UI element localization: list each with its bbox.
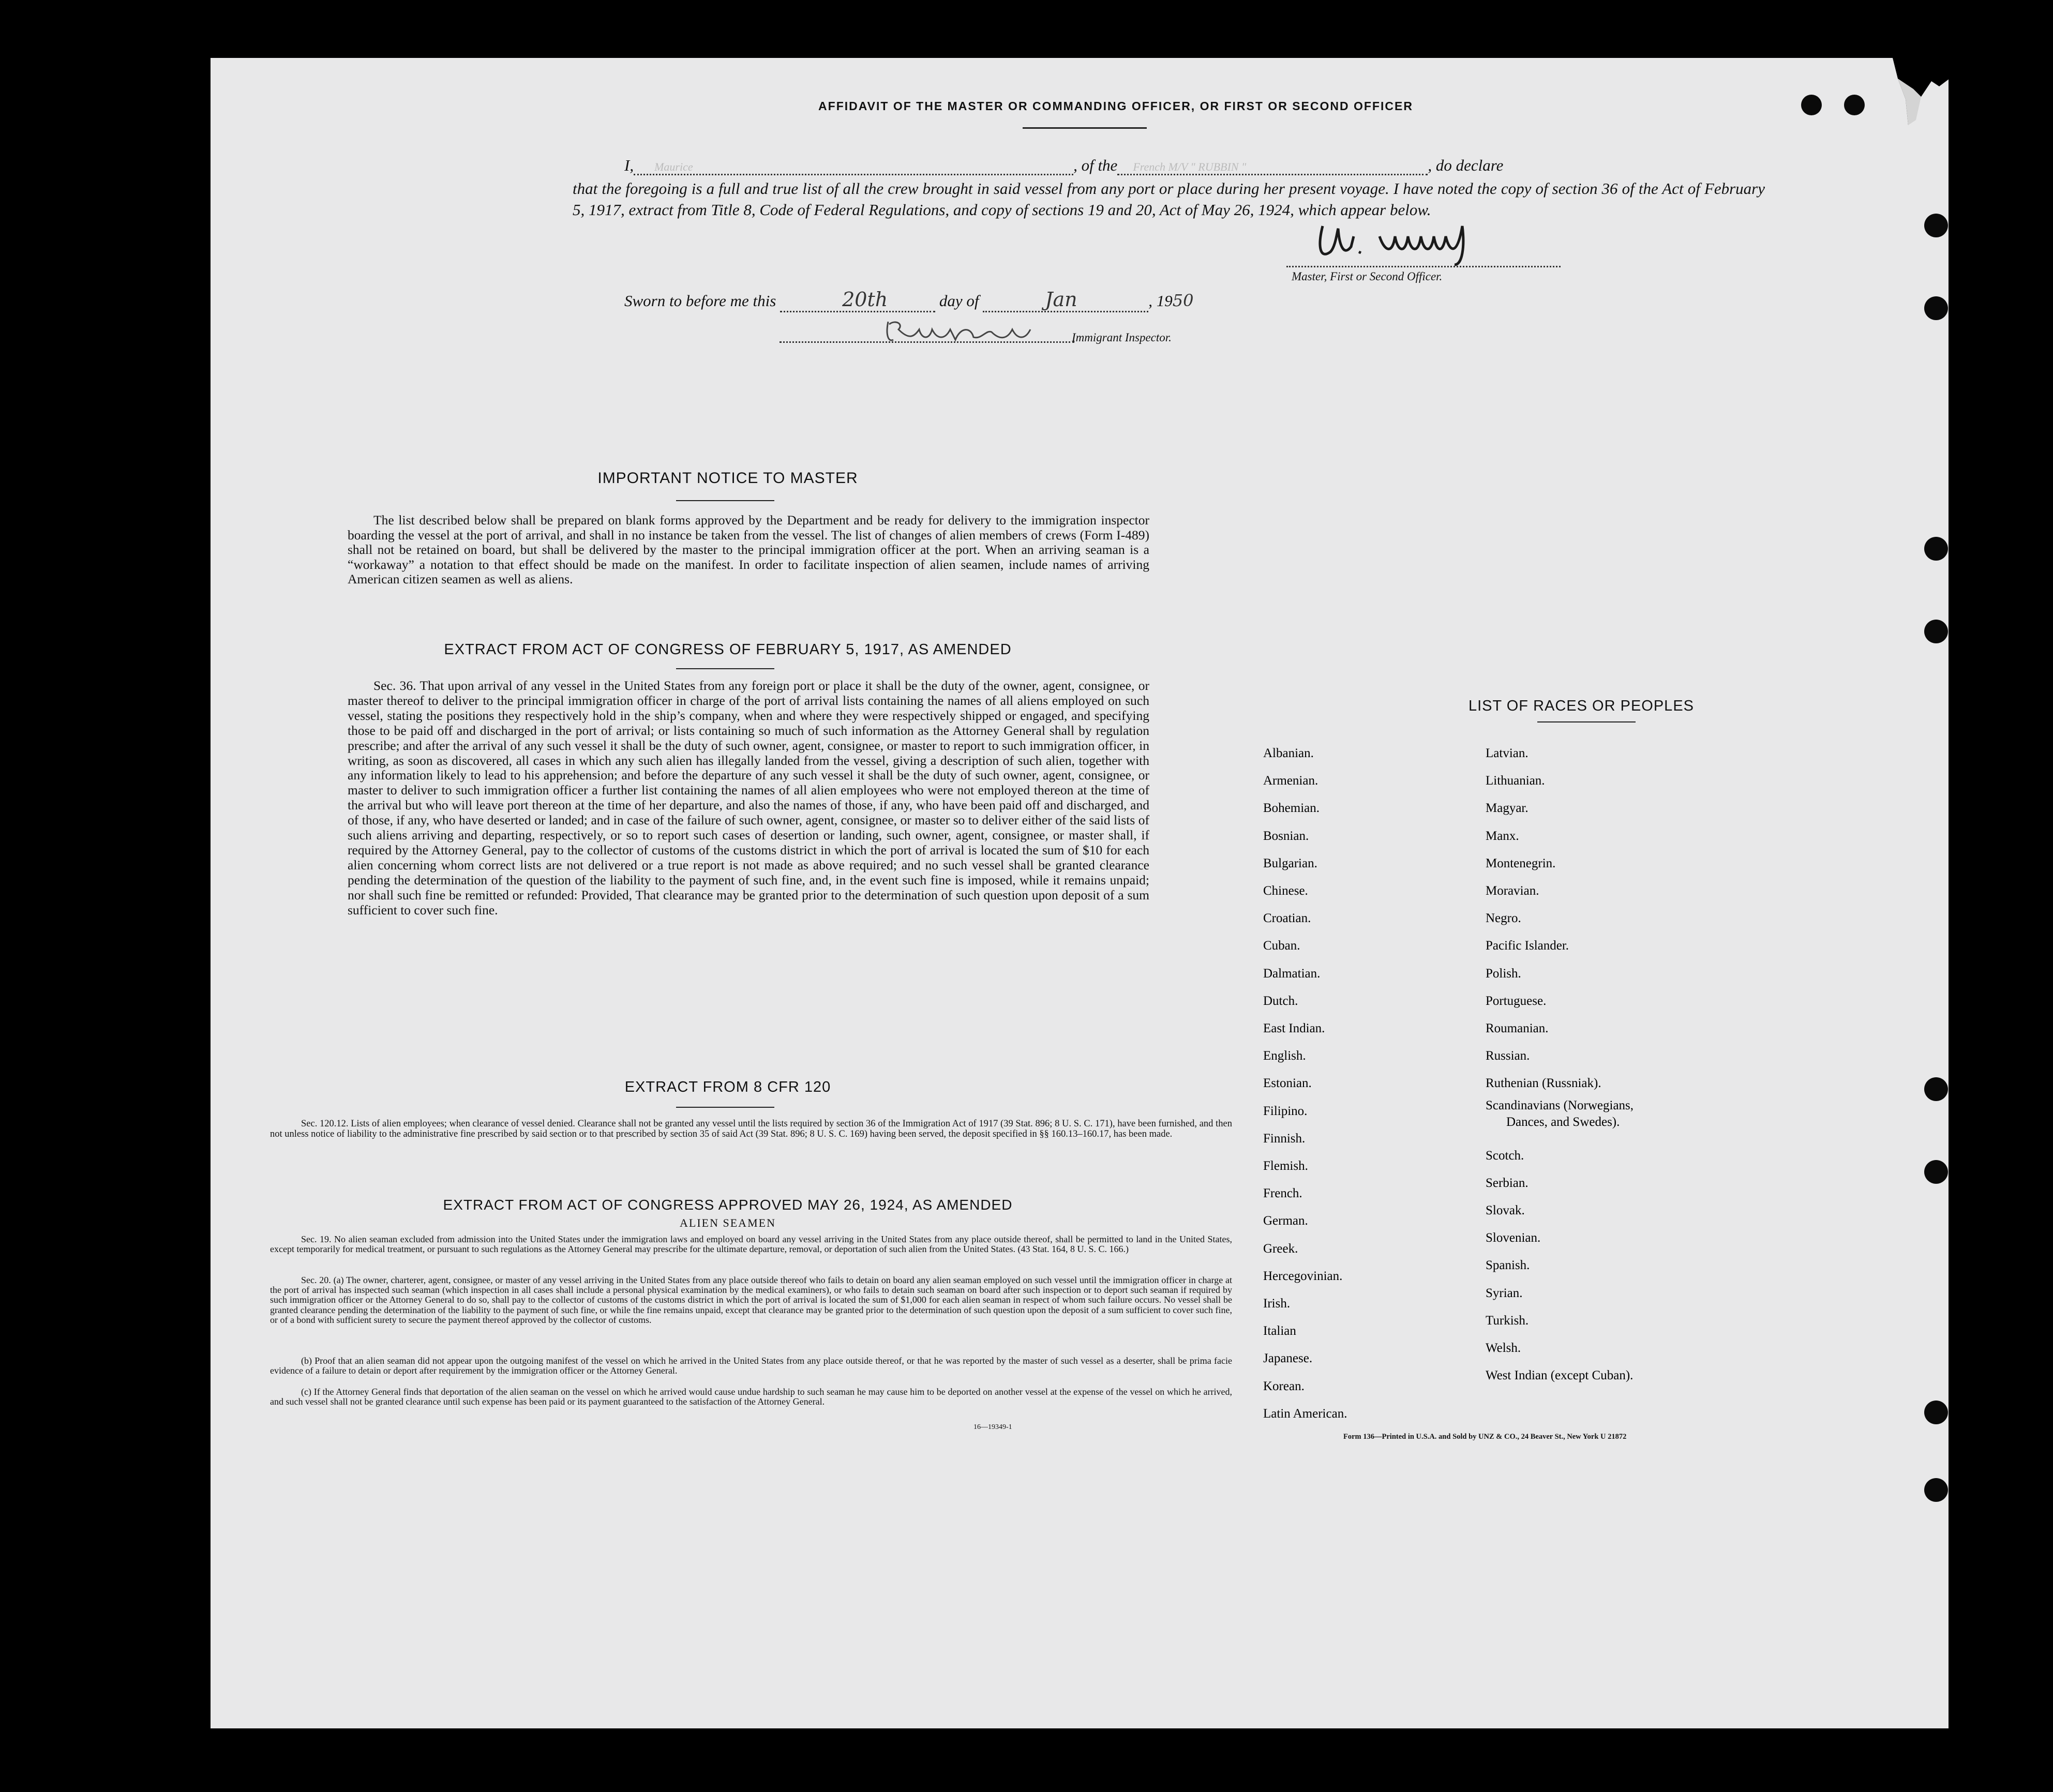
race-item: Filipino.: [1263, 1104, 1308, 1118]
race-item: Italian: [1263, 1324, 1296, 1338]
race-item: Welsh.: [1486, 1341, 1521, 1356]
i-label: I,: [624, 156, 634, 174]
race-item: Scotch.: [1486, 1148, 1524, 1163]
year-prefix: , 19: [1148, 292, 1173, 310]
day-of-label: day of: [939, 292, 979, 310]
sworn-day-field: 20th: [780, 288, 935, 312]
race-item: Negro.: [1486, 911, 1521, 926]
races-title: LIST OF RACES OR PEOPLES: [1468, 698, 1695, 714]
of-the-label: , of the: [1073, 156, 1118, 174]
master-name-field: Maurice: [634, 160, 1073, 175]
race-item: Dances, and Swedes).: [1506, 1115, 1620, 1129]
race-item: Korean.: [1263, 1379, 1305, 1393]
race-item: Bulgarian.: [1263, 856, 1317, 870]
race-item: Bohemian.: [1263, 801, 1320, 816]
race-item: French.: [1263, 1186, 1302, 1201]
sworn-month-field: Jan: [983, 288, 1148, 312]
torn-corner: [1877, 58, 1950, 125]
race-item: Albanian.: [1263, 746, 1314, 760]
master-caption: Master, First or Second Officer.: [1292, 270, 1443, 283]
document-page: [211, 58, 1949, 1728]
race-item: Russian.: [1486, 1049, 1530, 1063]
race-item: Moravian.: [1486, 884, 1539, 898]
race-item: Ruthenian (Russniak).: [1486, 1076, 1601, 1091]
declaration-line: [624, 156, 1762, 175]
affidavit-title: AFFIDAVIT OF THE MASTER OR COMMANDING OFFICER, OR FIRST OR SECOND OFFICER: [818, 99, 1413, 113]
extract-1917-rule: [676, 668, 774, 669]
extract-cfr-rule: [676, 1107, 774, 1108]
master-signature-line: [1286, 266, 1561, 267]
race-item: Latin American.: [1263, 1406, 1347, 1421]
race-item: Syrian.: [1486, 1286, 1523, 1300]
punch-hole: [1924, 1401, 1948, 1424]
race-item: Bosnian.: [1263, 829, 1309, 843]
race-item: Manx.: [1486, 829, 1519, 843]
race-item: Roumanian.: [1486, 1021, 1549, 1036]
race-item: Spanish.: [1486, 1258, 1530, 1273]
races-left-column: [1263, 740, 1347, 1427]
extract-1924-title: EXTRACT FROM ACT OF CONGRESS APPROVED MAY 26, 1924, AS AMENDED: [443, 1197, 1013, 1213]
race-item: Irish.: [1263, 1297, 1291, 1311]
extract-cfr-text: Sec. 120.12. Lists of alien employees; when clearance of vessel denied. Clearance shall not be granted any vessel until the lists required by section 36 of the Immigration Act of 1917 (39 Stat. 896; 8 U. S. C. 171), have been furnished, and then not unless notice of liability to the administrative fine prescribed by said section or to that prescribed by section 35 of said Act (39 Stat. 896; 8 U. S. C. 169) having been served, the deposit specified in §§ 160.13–160.17, has been made.: [270, 1119, 1232, 1139]
race-item: Hercegovinian.: [1263, 1269, 1343, 1283]
extract-1924-sec20a: Sec. 20. (a) The owner, charterer, agent, consignee, or master of any vessel arriving in the United States from any place outside thereof who fails to detain on board any alien seaman employed on such vessel until the immigration officer in charge at the port of arrival has inspected such seaman (which inspection in all cases shall include a personal physical examination by the medical examiners), or who fails to detain such seaman on board after such inspection or to deport such seaman if required by such immigration officer or the Attorney General to do so, shall pay to the collector of customs of the customs district in which the port of arrival is located the sum of $1,000 for each alien seaman in respect of whom such failure occurs. No vessel shall be granted clearance pending the determination of the liability to the payment of such fine, or while the fine remains unpaid, except that clearance may be granted prior to the determination of such question upon the deposit of a sum sufficient to cover such fine, or of a bond with sufficient surety to secure the payment thereof approved by the collector of customs.: [270, 1275, 1232, 1325]
race-item: West Indian (except Cuban).: [1486, 1368, 1634, 1383]
race-item: Montenegrin.: [1486, 856, 1556, 870]
punch-hole: [1924, 620, 1948, 643]
master-signature: [1307, 216, 1566, 265]
race-item: Flemish.: [1263, 1159, 1308, 1173]
do-declare-label: , do declare: [1428, 156, 1504, 174]
race-item: Lithuanian.: [1486, 774, 1545, 788]
sworn-prefix: Sworn to before me this: [624, 292, 776, 310]
extract-1924-sec20c: (c) If the Attorney General finds that deportation of the alien seaman on the vessel on which he arrived would cause undue hardship to such seaman he may cause him to be deported on another vessel at the expense of the vessel on which he arrived, and such vessel shall not be granted clearance until such expense has been paid or its payment guaranteed to the satisfaction of the Attorney General.: [270, 1387, 1232, 1407]
race-item: Pacific Islander.: [1486, 939, 1569, 953]
punch-hole: [1924, 537, 1948, 561]
race-item: Scandinavians (Norwegians,: [1486, 1098, 1634, 1112]
inspector-caption: Immigrant Inspector.: [1072, 331, 1172, 344]
race-item: Turkish.: [1486, 1313, 1529, 1328]
form-footer-note: Form 136—Printed in U.S.A. and Sold by UNZ & CO., 24 Beaver St., New York U 21872: [1343, 1433, 1627, 1441]
race-item: Dalmatian.: [1263, 966, 1321, 981]
race-item: Slovak.: [1486, 1203, 1525, 1218]
punch-hole: [1924, 1160, 1948, 1184]
race-item: Croatian.: [1263, 911, 1311, 926]
race-item: Chinese.: [1263, 884, 1308, 898]
inspector-line: [780, 341, 1074, 343]
race-item: Cuban.: [1263, 939, 1300, 953]
race-item: Dutch.: [1263, 993, 1298, 1008]
notice-title: IMPORTANT NOTICE TO MASTER: [597, 470, 858, 487]
races-right-column: [1486, 740, 1634, 1389]
punch-hole: [1801, 95, 1822, 115]
inspector-scribble: [873, 314, 1090, 350]
punch-hole: [1924, 214, 1948, 237]
extract-1917-text: Sec. 36. That upon arrival of any vessel in the United States from any foreign port or place it shall be the duty of the owner, agent, consignee, or master thereof to deliver to the principal immigration officer in charge of the port of arrival lists containing the names of all aliens employed on such vessel, stating the positions they respectively hold in the ship’s company, when and where they were respectively shipped or engaged, and specifying those to be paid off and discharged in the port of arrival; or lists containing so much of such information as the Attorney General shall by regulation prescribe; and after the arrival of any such vessel it shall be the duty of such owner, agent, consignee, or master to report to such immigration officer, in writing, as soon as discovered, all cases in which any such alien has illegally landed from the vessel, giving a description of such alien, together with any information likely to lead to his apprehension; and before the departure of any such vessel it shall be the duty of such owner, agent, consignee, or master to deliver to such immigration officer a further list containing the names of all alien employees who were not employed thereon at the time of the arrival but who will leave port thereon at the time of her departure, and also the names of those, if any, who have been paid off and discharged, and of those, if any, who have deserted or landed; and in case of the failure of such owner, agent, consignee, or master so to deliver either of the said lists of such aliens arriving and departing, respectively, or so to report such cases of desertion or landing, such owner, agent, consignee, or master shall, if required by the Attorney General, pay to the collector of customs of the customs district in which the port of arrival is located the sum of $10 for each alien concerning whom correct lists are not delivered or a true report is not made as above required; and no such vessel shall be granted clearance pending the determination of the question of the liability to the payment of such fine, and, in the event such fine is imposed, while it remains unpaid; nor shall such fine be remitted or refunded: Provided, That clearance may be granted prior to the determination of such question upon deposit of a sum sufficient to cover such fine.: [348, 678, 1149, 917]
punch-hole: [1924, 1077, 1948, 1101]
race-item: Greek.: [1263, 1241, 1298, 1256]
punch-hole: [1924, 296, 1948, 320]
extract-1924-sec19: Sec. 19. No alien seaman excluded from admission into the United States under the immigration laws and employed on board any vessel arriving in the United States from any place outside thereof, shall be permitted to land in the United States, except temporarily for medical treatment, or pursuant to such regulations as the Attorney General may prescribe for the ultimate departure, removal, or deportation of such alien from the United States. (43 Stat. 164, 8 U. S. C. 166.): [270, 1234, 1232, 1255]
vessel-name-field: French M/V " RUBBIN ": [1117, 160, 1428, 175]
race-item: Portuguese.: [1486, 993, 1547, 1008]
extract-1924-code: 16—19349-1: [973, 1423, 1012, 1431]
punch-hole: [1844, 95, 1865, 115]
race-item: Armenian.: [1263, 774, 1318, 788]
signature-scribble: [1307, 216, 1535, 267]
race-item: Polish.: [1486, 966, 1521, 981]
race-item: Magyar.: [1486, 801, 1528, 816]
race-item: German.: [1263, 1214, 1308, 1228]
notice-text: The list described below shall be prepared on blank forms approved by the Department and be ready for delivery to the immigration inspector boarding the vessel at the port of arrival, and shall in no instance be taken from the vessel. The list of changes of alien members of crews (Form I-489) shall not be retained on board, but shall be delivered by the master to the principal immigration officer at the port. When an arriving seaman is a “workaway” a notation to that effect should be made on the manifest. In order to facilitate inspection of alien seamen, include names of arriving American citizen seamen as well as aliens.: [348, 513, 1149, 586]
race-item: Latvian.: [1486, 746, 1528, 760]
race-item: East Indian.: [1263, 1021, 1325, 1036]
race-item: English.: [1263, 1049, 1306, 1063]
extract-1924-subtitle: ALIEN SEAMEN: [680, 1216, 776, 1229]
declaration-text: that the foregoing is a full and true list of all the crew brought in said vessel from any port or place during her present voyage. I have noted the copy of section 36 of the Act of February 5, 1917, extract from Title 8, Code of Federal Regulations, and copy of sections 19 and 20, Act of May 26, 1924, which appear below.: [573, 179, 1765, 219]
extract-1917-title: EXTRACT FROM ACT OF CONGRESS OF FEBRUARY 5, 1917, AS AMENDED: [444, 641, 1012, 658]
race-item: Estonian.: [1263, 1076, 1312, 1091]
extract-cfr-title: EXTRACT FROM 8 CFR 120: [624, 1079, 831, 1095]
sworn-line: [624, 288, 1193, 312]
races-title-rule: [1537, 721, 1636, 722]
notice-title-rule: [676, 500, 774, 501]
inspector-signature: [873, 314, 1090, 350]
race-item: Serbian.: [1486, 1176, 1528, 1190]
affidavit-title-rule: [1023, 127, 1147, 129]
race-item: Slovenian.: [1486, 1231, 1541, 1245]
punch-hole: [1924, 1478, 1948, 1502]
extract-1924-sec20b: (b) Proof that an alien seaman did not appear upon the outgoing manifest of the vessel on which he arrived in the United States from any place outside thereof, or that he was reported by the master of such vessel as a deserter, shall be prima facie evidence of a failure to detain or deport after requirement by the immigration officer or the Attorney General.: [270, 1356, 1232, 1376]
sworn-year: 50: [1172, 291, 1194, 310]
race-item: Japanese.: [1263, 1351, 1313, 1366]
race-item: Finnish.: [1263, 1131, 1306, 1146]
